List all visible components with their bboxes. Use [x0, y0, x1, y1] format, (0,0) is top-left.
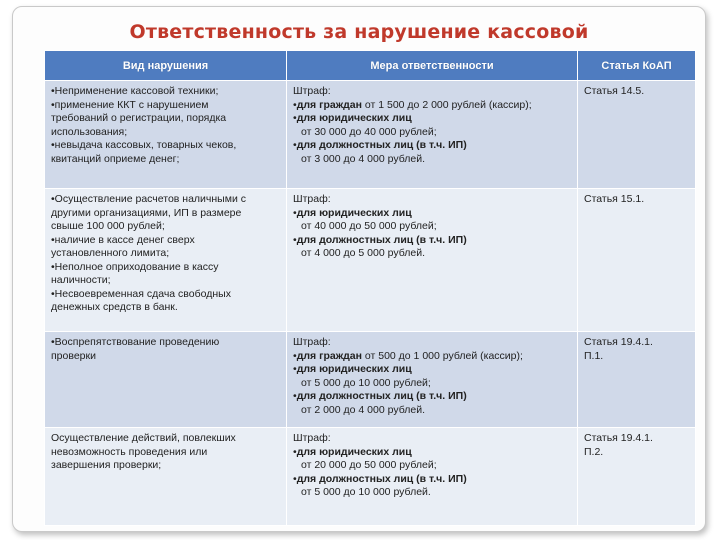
penalty-text: от 30 000 до 40 000 рублей;: [301, 125, 437, 138]
penalty-bold: для юридических лиц: [296, 206, 412, 219]
penalty-prefix: •: [293, 445, 297, 458]
penalty-line: [293, 404, 571, 418]
penalty-text: от 40 000 до 50 000 рублей;: [301, 220, 437, 232]
header-violation-type: Вид нарушения: [45, 51, 287, 81]
violation-line: •Несвоевременная сдача свободных: [51, 287, 231, 300]
violation-line: •Неполное оприходование в кассу: [51, 260, 219, 273]
penalty-text: Штраф:: [293, 85, 331, 97]
violation-line: •Воспрепятствование проведению: [51, 336, 220, 348]
penalty-line: [293, 446, 571, 460]
penalty-bold: для должностных лиц (в т.ч. ИП): [296, 390, 467, 402]
violation-line: денежных средств в банк.: [51, 301, 178, 313]
penalty-text: Штраф:: [293, 432, 331, 444]
penalty-text: от 5 000 до 10 000 рублей;: [301, 376, 431, 389]
header-penalty: Мера ответственности: [287, 51, 578, 81]
penalty-text: от 3 000 до 4 000 рублей.: [301, 152, 425, 165]
penalty-cell: [287, 189, 578, 332]
penalty-line: [293, 99, 571, 113]
article-line: Статья 19.4.1.: [584, 432, 653, 444]
table-row: [45, 189, 696, 332]
violation-line: •Неприменение кассовой техники;: [51, 85, 219, 97]
penalty-prefix: •: [293, 112, 297, 124]
penalty-line: [293, 390, 571, 404]
violation-line: •применение ККТ с нарушением: [51, 98, 209, 111]
penalty-text: от 4 000 до 5 000 рублей.: [301, 247, 425, 259]
penalty-cell: [287, 428, 578, 526]
violation-cell: [45, 332, 287, 428]
penalty-line: [293, 363, 571, 377]
penalty-text: от 20 000 до 50 000 рублей;: [301, 459, 437, 471]
header-article: Статья КоАП: [578, 51, 696, 81]
table-header-row: [45, 51, 696, 81]
violation-line: установленного лимита;: [51, 247, 170, 259]
article-cell: [578, 428, 696, 526]
penalty-bold: для должностных лиц (в т.ч. ИП): [296, 139, 467, 151]
article-line: Статья 15.1.: [584, 193, 645, 205]
penalty-prefix: •: [293, 206, 297, 219]
table-body: [45, 81, 696, 526]
penalty-text: от 5 000 до 10 000 рублей.: [301, 486, 431, 498]
article-cell: [578, 81, 696, 189]
penalty-line: [293, 139, 571, 153]
penalty-line: [293, 459, 571, 473]
penalty-bold: для юридических лиц: [296, 112, 412, 124]
article-line: П.1.: [584, 349, 604, 362]
violation-line: проверки: [51, 349, 96, 362]
table-row: [45, 428, 696, 526]
table-row: [45, 81, 696, 189]
penalty-line: [293, 336, 571, 350]
penalty-bold: для юридических лиц: [296, 445, 412, 458]
violation-line: завершения проверки;: [51, 459, 162, 471]
penalty-prefix: •: [293, 139, 297, 151]
penalty-line: [293, 350, 571, 364]
penalty-line: [293, 234, 571, 248]
penalty-text: Штраф:: [293, 193, 331, 205]
violation-line: •наличие в кассе денег сверх: [51, 233, 195, 246]
article-cell: [578, 189, 696, 332]
penalty-text: от 2 000 до 4 000 рублей.: [301, 403, 425, 416]
article-line: П.2.: [584, 445, 604, 458]
article-line: Статья 19.4.1.: [584, 336, 653, 348]
penalty-line: [293, 126, 571, 140]
penalty-line: [293, 85, 571, 99]
violation-line: использования;: [51, 125, 128, 138]
penalty-prefix: •: [293, 98, 297, 111]
penalty-bold: для граждан: [296, 98, 362, 111]
penalty-cell: [287, 332, 578, 428]
penalty-line: [293, 112, 571, 126]
penalty-line: [293, 486, 571, 500]
penalty-line: [293, 153, 571, 167]
violation-cell: [45, 428, 287, 526]
violation-cell: [45, 81, 287, 189]
penalty-prefix: •: [293, 363, 297, 375]
penalty-prefix: •: [293, 233, 297, 246]
penalty-line: [293, 207, 571, 221]
violation-line: Осуществление действий, повлекших: [51, 432, 236, 444]
violation-line: требований о регистрации, порядка: [51, 112, 227, 124]
penalty-cell: [287, 81, 578, 189]
penalty-line: [293, 193, 571, 207]
penalty-prefix: •: [293, 472, 297, 485]
violation-line: другими организациями, ИП в размере: [51, 206, 242, 219]
penalties-table: [44, 50, 696, 526]
penalty-bold: для граждан: [296, 349, 362, 362]
penalty-prefix: •: [293, 390, 297, 402]
violation-line: наличности;: [51, 274, 111, 286]
violation-line: невозможность проведения или: [51, 445, 208, 458]
penalty-line: [293, 432, 571, 446]
penalty-text: от 1 500 до 2 000 рублей (кассир);: [361, 98, 532, 111]
table-row: [45, 332, 696, 428]
article-cell: [578, 332, 696, 428]
penalty-prefix: •: [293, 349, 297, 362]
violation-line: •невыдача кассовых, товарных чеков,: [51, 139, 237, 151]
slide-title: Ответственность за нарушение кассовой: [129, 21, 589, 43]
penalty-line: [293, 377, 571, 391]
article-line: Статья 14.5.: [584, 85, 645, 97]
penalty-bold: для должностных лиц (в т.ч. ИП): [296, 472, 467, 485]
penalty-line: [293, 220, 571, 234]
penalty-bold: для должностных лиц (в т.ч. ИП): [296, 233, 467, 246]
violation-line: квитанций оприемe денег;: [51, 152, 180, 165]
penalty-text: Штраф:: [293, 336, 331, 348]
violation-line: •Осуществление расчетов наличными с: [51, 193, 246, 205]
violation-cell: [45, 189, 287, 332]
penalty-line: [293, 473, 571, 487]
penalty-text: от 500 до 1 000 рублей (кассир);: [361, 349, 523, 362]
violation-line: свыше 100 000 рублей;: [51, 220, 165, 232]
penalty-bold: для юридических лиц: [296, 363, 412, 375]
penalty-line: [293, 247, 571, 261]
